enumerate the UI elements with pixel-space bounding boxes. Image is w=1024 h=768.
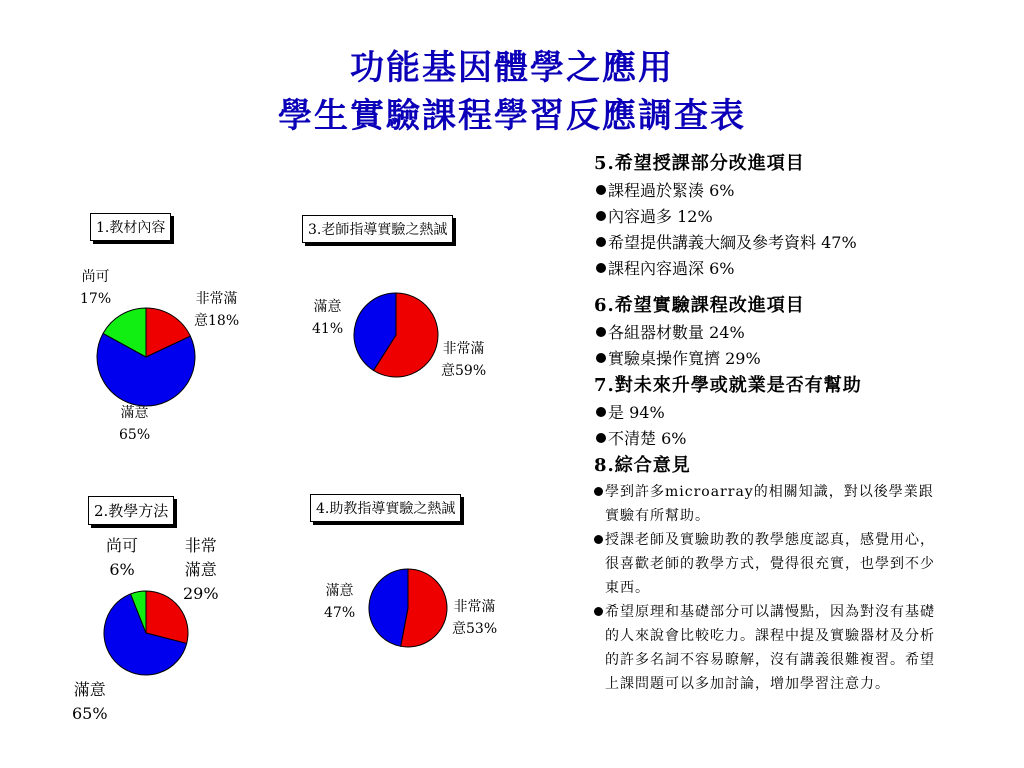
chart4-label-very-satisfied: 非常滿 意53% xyxy=(452,599,498,637)
section8-item: 授課老師及實驗助教的教學態度認真，感覺用心，很喜歡老師的教學方式，覺得很充實，也學到不少東西。 xyxy=(594,528,1014,600)
section6-item: 各組器材數量 24% xyxy=(594,320,1014,346)
chart1-title: 1.教材內容 xyxy=(90,213,171,241)
section6-title: 6.希望實驗課程改進項目 xyxy=(594,295,805,316)
section5-item: 課程內容過深 6% xyxy=(594,256,1014,282)
section6-item: 實驗桌操作寬擠 29% xyxy=(594,346,1014,372)
chart3-title: 3.老師指導實驗之熱誠 xyxy=(302,215,453,243)
chart4-title: 4.助教指導實驗之熱誠 xyxy=(310,494,461,522)
section5-title: 5.希望授課部分改進項目 xyxy=(594,153,805,174)
pie-slice-4-2 xyxy=(369,569,408,646)
chart2-label-very-satisfied: 非常 滿意 29% xyxy=(183,536,219,603)
chart3-label-very-satisfied: 非常滿 意59% xyxy=(441,341,487,379)
chart2-pie xyxy=(103,590,189,676)
section5-item: 希望提供講義大綱及參考資料 47% xyxy=(594,230,1014,256)
chart2-title: 2.教學方法 xyxy=(88,496,174,525)
chart1-label-satisfied: 滿意 65% xyxy=(119,405,151,443)
section7-title: 7.對未來升學或就業是否有幫助 xyxy=(594,375,862,396)
chart4-pie xyxy=(368,568,448,648)
chart1-label-very-satisfied: 非常滿 意18% xyxy=(194,291,240,329)
chart4-label-satisfied: 滿意 47% xyxy=(324,583,356,621)
feedback-panel xyxy=(594,150,1014,696)
section5-item: 課程過於緊湊 6% xyxy=(594,178,1014,204)
chart3-pie xyxy=(353,292,439,378)
section7-item: 不清楚 6% xyxy=(594,426,1014,452)
section5-item: 內容過多 12% xyxy=(594,204,1014,230)
chart2-label-ok: 尚可 6% xyxy=(106,536,139,579)
section7-item: 是 94% xyxy=(594,400,1014,426)
chart3-label-satisfied: 滿意 41% xyxy=(312,299,344,337)
chart2-label-satisfied: 滿意 65% xyxy=(72,680,108,723)
chart1-pie xyxy=(96,307,196,407)
section8-item: 希望原理和基礎部分可以講慢點，因為對沒有基礎的人來說會比較吃力。課程中提及實驗器材及分析的許多名詞不容易瞭解，沒有講義很難複習。希望上課問題可以多加討論，增加學習注意力。 xyxy=(594,600,1014,696)
section8-item: 學到許多microarray的相關知識，對以後學業跟實驗有所幫助。 xyxy=(594,480,1014,528)
section8-title: 8.綜合意見 xyxy=(594,455,691,476)
page-title-line2: 學生實驗課程學習反應調查表 xyxy=(278,96,746,136)
chart1-label-ok: 尚可 17% xyxy=(80,269,112,307)
page-title-line1: 功能基因體學之應用 xyxy=(350,48,674,88)
